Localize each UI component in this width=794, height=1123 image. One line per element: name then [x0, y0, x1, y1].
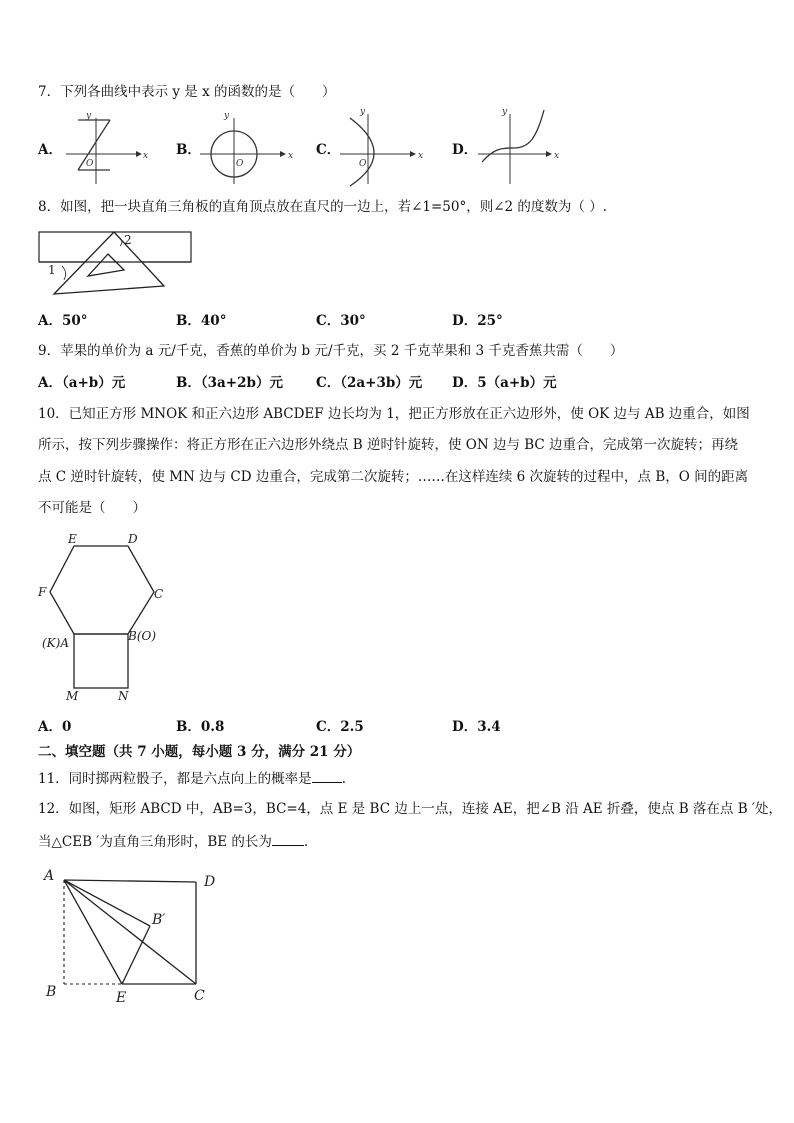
q7-graph-b	[196, 108, 296, 188]
svg-text:O: O	[236, 159, 244, 169]
q8-option-c: C．30°	[316, 313, 366, 329]
svg-text:B: B	[46, 984, 57, 1000]
angle-2-label: 2	[124, 233, 132, 247]
q10-option-a: A．0	[38, 719, 72, 735]
svg-text:O: O	[359, 159, 367, 169]
q12-rectangle-fold-figure	[40, 864, 230, 1009]
q10-line-3: 点 C 逆时针旋转，使 MN 边与 CD 边重合，完成第二次旋转；……在这样连续 6 次旋转的过程中，点 B，O 间的距离	[38, 469, 749, 485]
svg-text:C: C	[154, 587, 164, 601]
svg-text:y: y	[360, 107, 366, 117]
q8-stem: 8．如图，把一块直角三角板的直角顶点放在直尺的一边上，若∠1=50°，则∠2 的度数为（ ）.	[38, 199, 608, 215]
q10-option-d: D．3.4	[452, 719, 501, 735]
svg-text:y: y	[86, 111, 92, 121]
svg-text:E: E	[116, 990, 127, 1006]
q10-hexagon-square-figure	[36, 530, 176, 705]
q9-option-a: A．（a+b）元	[38, 375, 126, 391]
q10-line-2: 所示，按下列步骤操作：将正方形在正六边形外绕点 B 逆时针旋转，使 ON 边与 BC 边重合，完成第一次旋转；再绕	[38, 437, 739, 453]
q10-option-c: C．2.5	[316, 719, 364, 735]
q9-option-b: B．（3a+2b）元	[176, 375, 283, 391]
q8-option-d: D．25°	[452, 313, 503, 329]
svg-text:E: E	[68, 532, 77, 546]
q9-option-c: C．（2a+3b）元	[316, 375, 423, 391]
q10-line-1: 10．已知正方形 MNOK 和正六边形 ABCDEF 边长均为 1，把正方形放在正六边形外，使 OK 边与 AB 边重合，如图	[38, 406, 750, 422]
q7-graph-d	[474, 104, 574, 190]
svg-text:x: x	[554, 151, 560, 161]
q8-option-b: B．40°	[176, 313, 227, 329]
angle-1-label: 1	[48, 263, 56, 277]
svg-text:B(O): B(O)	[128, 629, 157, 643]
svg-text:x: x	[143, 151, 149, 161]
q9-option-d: D．5（a+b）元	[452, 375, 557, 391]
q7-stem: 7．下列各曲线中表示 y 是 x 的函数的是（ ）	[38, 84, 336, 100]
svg-text:O: O	[86, 159, 94, 169]
svg-text:D: D	[204, 874, 216, 890]
q12-line-1: 12．如图，矩形 ABCD 中，AB=3，BC=4，点 E 是 BC 边上一点，连接 AE，把∠B 沿 AE 折叠，使点 B 落在点 B ′处，	[38, 801, 783, 817]
q8-option-a: A．50°	[38, 313, 88, 329]
svg-text:N: N	[118, 689, 129, 703]
q7-option-b: B．	[176, 142, 201, 158]
svg-text:y: y	[502, 107, 508, 117]
svg-text:x: x	[288, 151, 294, 161]
svg-text:D: D	[128, 532, 138, 546]
q7-option-d: D．	[452, 142, 478, 158]
q11-answer-blank[interactable]	[312, 770, 342, 783]
svg-text:x: x	[418, 151, 424, 161]
q7-graph-a	[58, 108, 148, 188]
q10-option-b: B．0.8	[176, 719, 225, 735]
svg-text:B′: B′	[152, 912, 166, 928]
q9-stem: 9．苹果的单价为 a 元/千克，香蕉的单价为 b 元/千克，买 2 千克苹果和 3 千克香蕉共需（ ）	[38, 343, 624, 359]
q8-ruler-triangle-figure	[36, 230, 196, 296]
svg-text:C: C	[194, 988, 205, 1004]
svg-text:F: F	[38, 585, 47, 599]
q12-answer-blank[interactable]	[272, 833, 304, 846]
svg-text:A: A	[44, 868, 55, 884]
q7-graph-c	[336, 104, 436, 190]
q11-stem: 11．同时掷两粒骰子，都是六点向上的概率是 .	[38, 771, 346, 787]
section-2-heading: 二、填空题（共 7 小题，每小题 3 分，满分 21 分）	[38, 744, 361, 760]
q7-option-c: C．	[316, 142, 341, 158]
svg-text:y: y	[224, 111, 230, 121]
svg-text:M: M	[66, 689, 79, 703]
q10-line-4: 不可能是（ ）	[38, 500, 146, 516]
q7-option-a: A．	[38, 142, 62, 158]
q12-line-2: 当△CEB ′为直角三角形时，BE 的长为 .	[38, 834, 309, 850]
svg-text:(K)A: (K)A	[42, 636, 69, 650]
